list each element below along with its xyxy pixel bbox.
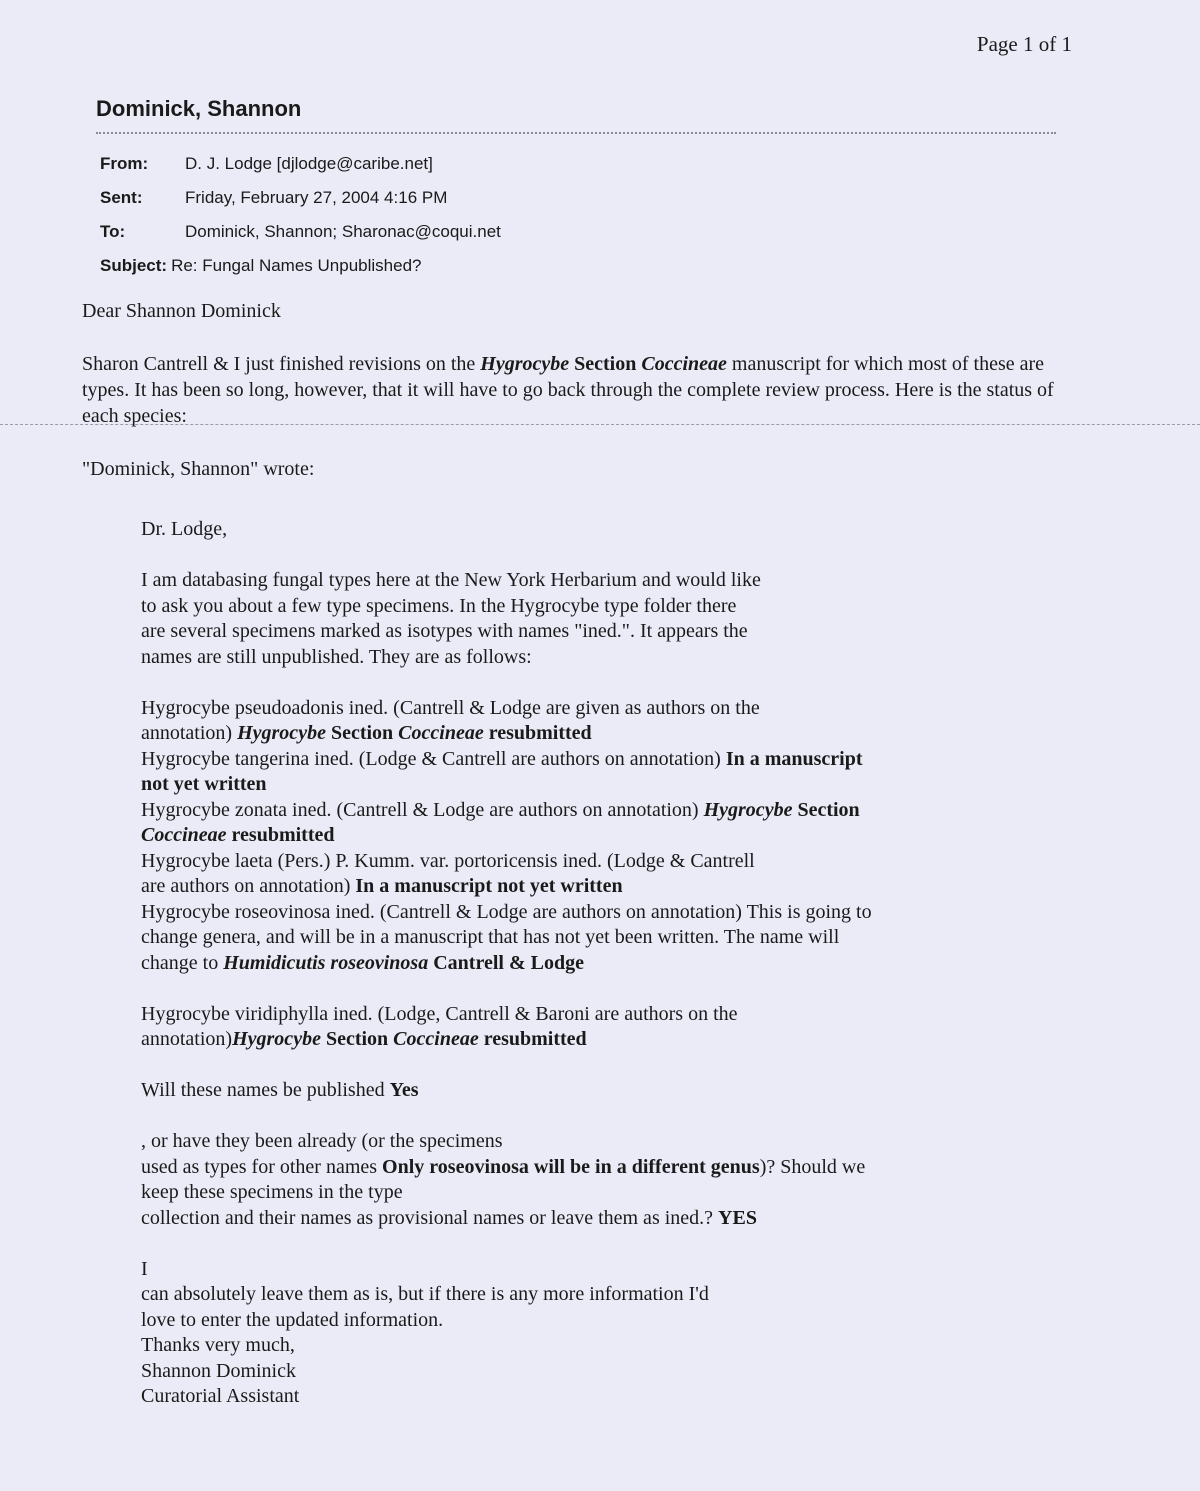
intro-paragraph: [82, 351, 1062, 429]
reply-genus: Hygrocybe: [703, 798, 793, 821]
question-line: keep these specimens in the type: [141, 1181, 403, 1203]
question-line: [141, 1155, 1021, 1181]
closing-line: Thanks very much,: [141, 1334, 295, 1356]
reply-section-word: Section: [325, 722, 399, 744]
species-line: [141, 747, 1021, 773]
species-line: [141, 1027, 1021, 1053]
page-number: Page 1 of 1: [976, 32, 1072, 56]
reply-status: resubmitted: [483, 722, 592, 744]
reply-section: Coccineae: [393, 1028, 479, 1050]
question-line: [141, 1078, 1021, 1104]
subject-label: Subject:: [100, 256, 168, 275]
species-line: [141, 823, 1021, 849]
quote-line: names are still unpublished. They are as follows:: [141, 645, 532, 668]
reply-status: not yet written: [141, 773, 267, 795]
species-text: change to: [141, 951, 224, 974]
intro-genus: Hygrocybe: [480, 353, 570, 375]
species-line: [141, 798, 1021, 824]
sent-value: Friday, February 27, 2004 4:16 PM: [185, 188, 448, 207]
from-label: From:: [100, 154, 149, 173]
reply-answer: Yes: [389, 1079, 419, 1101]
sender-name: Dominick, Shannon: [96, 96, 302, 121]
greeting: Dear Shannon Dominick: [82, 300, 281, 322]
to-value: Dominick, Shannon; Sharonac@coqui.net: [185, 222, 501, 241]
reply-body: [82, 298, 1062, 482]
reply-status: In a manuscript: [725, 747, 863, 770]
question-text: used as types for other names: [141, 1155, 383, 1178]
reply-status: resubmitted: [226, 824, 335, 846]
species-text: annotation): [141, 722, 238, 744]
question-line: , or have they been already (or the specimens: [141, 1130, 503, 1152]
sent-label: Sent:: [100, 188, 143, 207]
reply-status: resubmitted: [478, 1028, 587, 1050]
header-divider: [96, 132, 1056, 134]
quoted-message: [141, 517, 1021, 1410]
species-line: Hygrocybe laeta (Pers.) P. Kumm. var. portoricensis ined. (Lodge & Cantrell: [141, 849, 755, 872]
species-line: [141, 951, 1021, 977]
intro-section-word: Section: [569, 353, 642, 375]
species-line: Hygrocybe roseovinosa ined. (Cantrell & Lodge are authors on annotation) This is going to: [141, 900, 872, 923]
species-line: [141, 721, 1021, 747]
species-text: annotation): [141, 1028, 233, 1050]
from-value: D. J. Lodge [djlodge@caribe.net]: [185, 154, 433, 173]
signature-title: Curatorial Assistant: [141, 1385, 300, 1407]
signature-name: Shannon Dominick: [141, 1359, 296, 1382]
species-line: Hygrocybe pseudoadonis ined. (Cantrell & Lodge are given as authors on the: [141, 696, 760, 719]
sent-row: [100, 181, 501, 215]
reply-genus: Hygrocybe: [237, 722, 326, 744]
species-text: Hygrocybe zonata ined. (Cantrell & Lodge are authors on annotation): [141, 798, 704, 821]
subject-row: [100, 249, 501, 283]
species-text: Hygrocybe tangerina ined. (Lodge & Cantrell are authors on annotation): [141, 747, 726, 770]
subject-value: Re: Fungal Names Unpublished?: [171, 256, 422, 275]
species-line: Hygrocybe viridiphylla ined. (Lodge, Cantrell & Baroni are authors on the: [141, 1002, 738, 1025]
species-line: [141, 874, 1021, 900]
question-line: [141, 1206, 1021, 1232]
reply-section-word: Section: [792, 798, 860, 821]
question-text: Will these names be published: [141, 1079, 390, 1101]
intro-text: Sharon Cantrell & I just finished revisions on the: [82, 353, 481, 375]
intro-text-end: manuscript for which most of these are types. It has been so long, however, that it will have to go back through the complete review process. Here is the status of each species:: [82, 353, 1054, 427]
reply-answer: Only roseovinosa will be in a different genus: [382, 1155, 760, 1178]
question-text: collection and their names as provisional names or leave them as ined.?: [141, 1206, 719, 1229]
question-text: )? Should we: [759, 1155, 866, 1178]
new-authors: Cantrell & Lodge: [428, 951, 584, 974]
species-text: are authors on annotation): [141, 875, 356, 897]
closing-line: can absolutely leave them as is, but if there is any more information I'd: [141, 1283, 709, 1305]
intro-section: Coccineae: [641, 353, 727, 375]
new-genus-name: Humidicutis roseovinosa: [223, 951, 429, 974]
closing-line: love to enter the updated information.: [141, 1308, 444, 1331]
quote-salutation: Dr. Lodge,: [141, 518, 228, 540]
closing-line: I: [141, 1257, 148, 1280]
reply-genus: Hygrocybe: [232, 1028, 321, 1050]
from-row: [100, 147, 501, 181]
reply-section-word: Section: [320, 1028, 394, 1050]
reply-status: In a manuscript not yet written: [355, 875, 623, 897]
quote-line: I am databasing fungal types here at the New York Herbarium and would like: [141, 569, 761, 591]
to-label: To:: [100, 222, 126, 241]
reply-section: Coccineae: [398, 722, 484, 744]
reply-section: Coccineae: [141, 824, 227, 846]
wrote-line: "Dominick, Shannon" wrote:: [82, 458, 315, 480]
email-header: [100, 147, 501, 283]
reply-answer: YES: [718, 1206, 757, 1229]
species-line: change genera, and will be in a manuscript that has not yet been written. The name will: [141, 926, 840, 948]
to-row: [100, 215, 501, 249]
quote-line: to ask you about a few type specimens. In the Hygrocybe type folder there: [141, 594, 737, 617]
quote-line: are several specimens marked as isotypes with names "ined.". It appears the: [141, 620, 748, 642]
